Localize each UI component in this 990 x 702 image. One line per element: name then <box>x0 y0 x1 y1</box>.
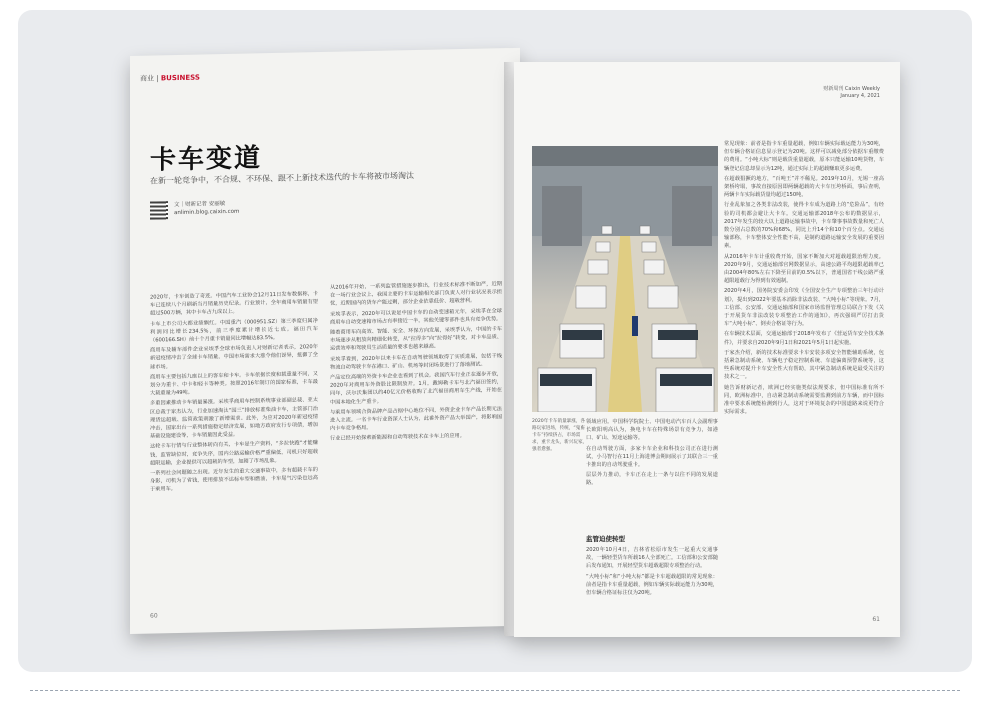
photo-frame <box>18 10 972 672</box>
paragraph: 领域应用。中国科学院院士、中国电动汽车百人会副理事长欧阳明高认为，换电卡车在特殊场景有竞争力，如港口、矿山、短途运输等。 <box>586 419 718 442</box>
masthead-title: 财新周刊 Caixin Weekly <box>823 86 880 92</box>
paragraph: 产品定位高端的外资卡车企业也看到了机会。我国汽车行业正在逐步开放，2020年对商用车外资股比限制放开。1月，戴姆勒卡车与北汽福田签约，同年，沃尔沃集团以约40亿元价格收购了北汽福田商用车生产线，开始在中国本地化生产重卡。 <box>330 371 502 406</box>
paragraph: 于家杰介绍，新的技术标准要求卡车安装多项安全智能辅助系统，包括紧急制动系统、车辆电子稳定控制系统、车道偏离预警系统等，这些系统对提升卡车安全性大有帮助，其中紧急制动系统是最受关注的技术之一。 <box>724 349 884 381</box>
paragraph: 2020年10月4日，吉林省松原市发生一起重大交通事故，一辆轻型货车所载16人全部死亡。工信部和公安部随后发布通知，开展轻型货车超载超限专项整治行动。 <box>586 547 718 570</box>
truck-factory-photo <box>532 146 718 412</box>
paragraph: 行业乱象加之各类非法改装，使得卡车成为道路上的“危险品”，有经验的司机都会避让大卡车。交通运输部2018年公布的数据显示，2017年发生的较大以上道路运输事故中，卡车肇事事故数量和死亡人数分别占总数的70%和68%，同比上升14个和10个百分点。交通运输部称，卡车整体安全性能不高，是制约道路运输安全发展的重要因素。 <box>724 202 884 250</box>
issue-date: January 4, 2021 <box>840 93 880 99</box>
page-number-left: 60 <box>150 612 158 620</box>
paragraph: 多重因素推动卡车销量暴涨。采埃孚商用车控制系统事业部副总裁、亚太区总裁于家杰认为，行业加速淘汰“国三”排放标准柴油卡车，主管部门治理货运超载、监管政策刺激了新增需求。此外，为应对2020年新冠疫情冲击，国家出台一系列措施稳定经济发展，如地方政府发行专项债，增加基础设施建设等，卡车销量因此受益。 <box>150 397 318 440</box>
left-page <box>130 48 520 634</box>
paragraph: “大吨小标”和“小吨大标”都是卡车超载超限的常见现象：前者是指卡车重量超载，例如车辆实际载运能力为30吨，但车辆合格证标注仅为20吨。 <box>586 573 718 597</box>
paragraph: 从2016年卡车计重收费开始，国家不断加大对超载超限治理力度。2020年9月，交通运输部官网数据显示，高速公路平均超限超载率已由2004年80%左右下降至目前的0.5%以下，普通国省干线公路严重超限超载行为得到有效遏制。 <box>724 253 884 285</box>
paragraph: 在车辆技术层面，交通运输部于2018年发布了《营运货车安全技术条件》，并要求自2020年9月1日和2021年5月1日起实施。 <box>724 331 884 346</box>
left-column-2 <box>330 280 502 445</box>
masthead <box>823 86 880 100</box>
dashed-divider <box>30 690 960 691</box>
paragraph: 常见现象：前者是指卡车重量超载，例如车辆实际载运能力为30吨，但车辆合格证信息显示登记为20吨。这样可以减免部分依据车重缴费的费用。“小吨大标”则是载货重量超载，原本只能运输10吨货物，车辆登记信息却显示为12吨，通过实际上的超载赚取更多运费。 <box>724 141 884 172</box>
byline <box>174 200 239 217</box>
paragraph: 行业已经开始探索新能源和自动驾驶技术在卡车上的应用。 <box>330 433 465 443</box>
paragraph: 层层外力推动，卡车正在走上一条与以往不同的发展道路。 <box>586 472 718 487</box>
page-number-right: 61 <box>872 616 880 623</box>
paragraph: 随着商用车向高效、智能、安全、环保方向发展，采埃孚认为，中国的卡车市场逐步从粗放向精细化转变，从“拉得多”向“拉得好”转变，对卡车品质、运营效率和驾驶员生活质量的要求也越来越高。 <box>330 326 502 353</box>
right-column-bottom <box>586 418 718 490</box>
paragraph: 2020年，卡车创造了奇迹。中国汽车工业协会12月11日发布数据称，卡车已连续八个月刷新当月销量历史纪录。行业预计，全年商用车销量有望超过500万辆，其中卡车占九成以上。 <box>150 291 318 317</box>
byline-author: 文｜财新记者 安丽敏 <box>174 201 226 209</box>
article-headline: 卡车变道 <box>150 143 263 176</box>
right-page <box>514 62 900 637</box>
section-label: 商业 | BUSINESS <box>140 73 200 83</box>
paragraph: 采埃孚看到，2020年以来卡车在自动驾驶领域取得了实质进展，包括干线物流自动驾驶卡车在港口、矿山、机场等封闭场景进行了落地测试。 <box>330 352 502 371</box>
qr-code-icon <box>150 201 168 219</box>
paragraph: 与乘用车领域合资品牌产品占据中心地位不同，外资企业卡车产品长期无法进入主流。一名卡车行业资深人士认为，此番外资产品大举国产，将影响国内卡车竞争格局。 <box>330 406 502 433</box>
right-column-top <box>724 140 884 419</box>
photo-caption: 2020年卡车销量暴涨，各路玩家进场，传统，“鬼畜卡车”持续挤占，市场需求，重卡龙头，新兴玩家，强者愈强。 <box>532 419 588 452</box>
byline-email: anlimin.blog.caixin.com <box>174 208 240 217</box>
paragraph: 卡车上市公司大都业绩飘红。中国重汽（000951.SZ）第三季度归属净利润同比增长234.5%，前三季度累计增长近七成。福田汽车（600166.SH）前十个月重卡销量同比增幅达83.5%。 <box>150 317 318 344</box>
paragraph: 她告诉财新记者，欧洲已经实施类似法规要求，但中国标准有所不同，欧洲标准中，自动紧急制动系统需要监测到前方车辆，而中国标准中要求系统能检测到行人，这对于环境复杂的中国道路来说更符合实际需求。 <box>724 384 884 416</box>
factory-illustration <box>532 146 718 412</box>
section-heading: 监管迫使转型 <box>586 535 625 543</box>
paragraph: 从2016年开始，一系列监管措施逐步推出，行业技术标准不断加严，近期在一场行业会议上，我国主要的卡车运输相关部门负责人对行业状况表示担忧，近期国内的货车产能过剩，部分企业依靠低价、超载营利。 <box>330 281 502 308</box>
paragraph: 2020年4月，国务院安委会印发《全国安全生产专项整治三年行动计划》，提出到2022年要基本消除非法改装、“大吨小标”等现象。7月，工信部、公安部、交通运输部和国家市场监督管理总局联合下发《关于开展货车非法改装专项整治工作的通知》，再次强调严厉打击货车“大吨小标”、倒卖合格证等行为。 <box>724 288 884 328</box>
paragraph: 一系列社会问题随之出现。近年发生的重大交通事故中，多有超载卡车的身影，司机为了省钱，使用排放不达标车型和燃油，卡车尾气污染也远高于乘用车。 <box>150 467 318 494</box>
magazine-spread <box>18 10 972 672</box>
section-label-en: BUSINESS <box>160 73 200 83</box>
paragraph: 这轮卡车行情与行业整体转向有关，卡车是生产资料，“多拉快跑”才能赚钱，监管缺位时，竞争失序，国内公路运输价格严重偏低，司机只好超载超限运输，企业提供可以超载的车型，加剧了市场乱象。 <box>150 440 318 467</box>
paragraph: 在自动驾驶方面，多家卡车企业和科技公司正在进行测试，小马智行在11月上海进博会期间展示了其联合三一重卡推出的自动驾驶重卡。 <box>586 445 718 469</box>
section-label-cn: 商业 <box>140 74 154 83</box>
left-column-1 <box>150 290 318 496</box>
paragraph: 在超载猖獗的地方，“百吨王”并不稀见。2019年10月，无锡一座高架桥垮塌，事故直接原因即两辆超载的大卡车压垮桥面，事后查明，两辆卡车实际载货量均超过150吨。 <box>724 175 884 199</box>
paragraph: 商用车及辅车部件企业采埃孚全球市场负责人对财新记者表示，2020年新冠疫情冲击了全球卡车销量，中国市场需求大涨令他们讶异，抵御了全球市场。 <box>150 344 318 371</box>
paragraph: 商用车主要包括九座以上的客车和卡车。卡车依据长度和载重量不同，又划分为重卡、中卡和轻卡等种类。按照2016年制订的国家标准，卡车最大载重量为49吨。 <box>150 370 318 397</box>
article-subheadline: 在新一轮竞争中，不合规、不环保、跟不上新技术迭代的卡车将被市场淘汰 <box>150 171 414 186</box>
right-column-bottom-2 <box>586 546 718 599</box>
paragraph: 采埃孚表示，2020年可以说是中国卡车的自动变速箱元年，采埃孚在全球商用车自动变速箱市场占有率接近一半，其他关键零部件也具有竞争优势。 <box>330 307 502 326</box>
